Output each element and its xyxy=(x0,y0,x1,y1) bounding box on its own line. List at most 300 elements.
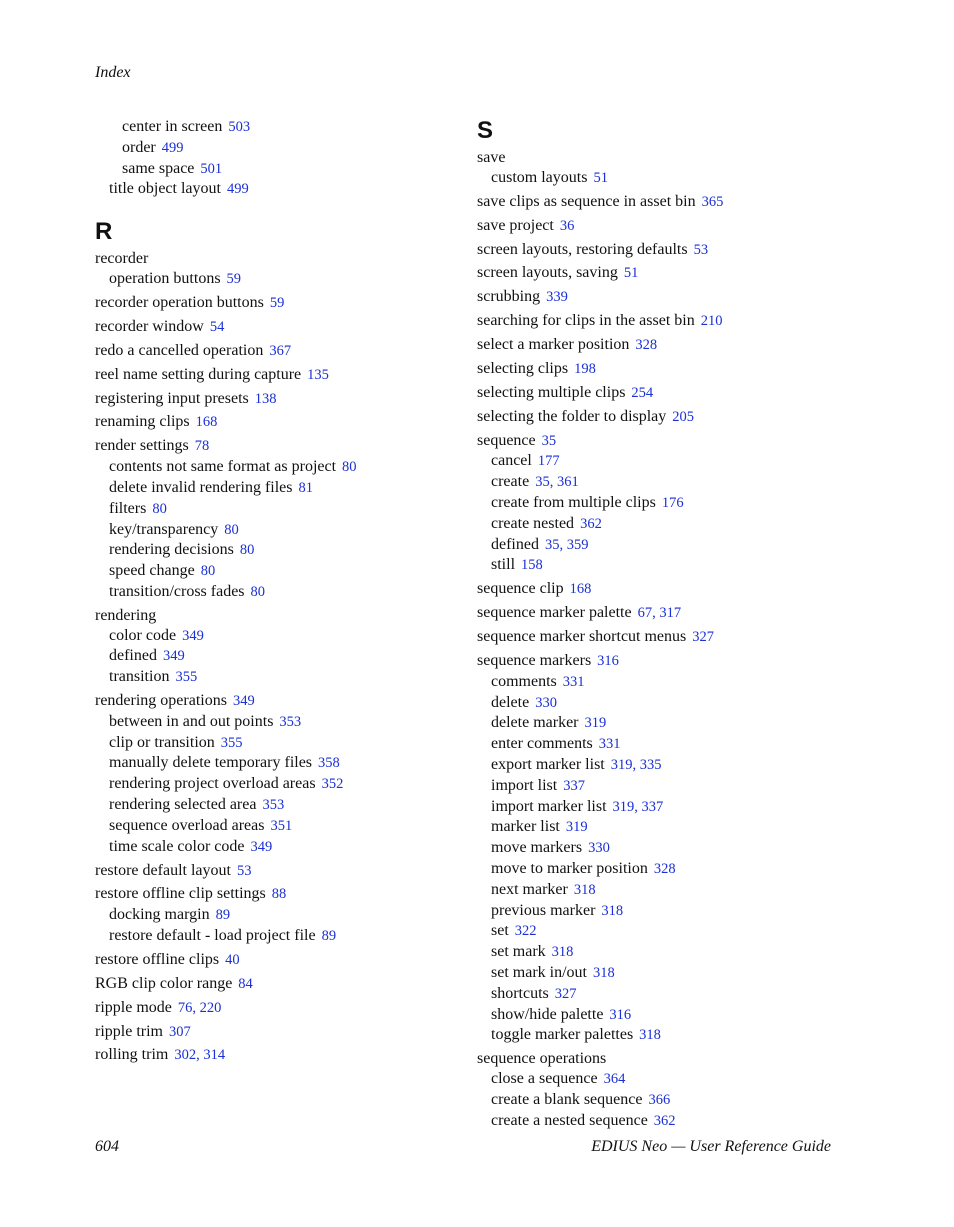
page-references xyxy=(322,928,337,944)
page-link[interactable]: 78 xyxy=(194,438,210,455)
index-term: sequence marker palette xyxy=(477,604,632,622)
index-term: next marker xyxy=(491,880,568,898)
index-term: shortcuts xyxy=(491,984,549,1002)
page-link[interactable]: 80 xyxy=(224,521,239,538)
page-link[interactable]: 349 xyxy=(162,648,185,665)
section-letter-s: S xyxy=(477,117,494,144)
page-link[interactable]: 319 xyxy=(612,798,635,815)
index-entry xyxy=(95,412,475,433)
page-link[interactable]: 314 xyxy=(203,1047,226,1064)
index-term: sequence markers xyxy=(477,652,592,670)
page-references xyxy=(563,674,585,690)
page-link[interactable]: 352 xyxy=(321,776,344,793)
page-references xyxy=(237,863,252,879)
index-entry xyxy=(95,499,475,520)
index-term: toggle marker palettes xyxy=(491,1026,634,1044)
page-references xyxy=(279,714,301,730)
page-link[interactable]: 54 xyxy=(209,318,225,335)
page-link[interactable]: 499 xyxy=(226,181,249,198)
page-link[interactable]: 307 xyxy=(168,1023,191,1040)
index-term: create a blank sequence xyxy=(491,1090,643,1108)
index-term: set mark in/out xyxy=(491,963,587,981)
page-link[interactable]: 319 xyxy=(565,819,588,836)
page-link[interactable]: 76 xyxy=(177,999,193,1016)
page-link[interactable]: 51 xyxy=(623,265,639,282)
page-references xyxy=(225,952,240,968)
index-term: move to marker position xyxy=(491,860,648,877)
index-entry xyxy=(95,926,475,947)
page-references xyxy=(162,140,184,156)
page-references xyxy=(182,628,204,644)
index-term: key/transparency xyxy=(109,520,219,538)
page-link[interactable]: 205 xyxy=(672,408,695,425)
page-references xyxy=(307,367,329,383)
page-link[interactable]: 177 xyxy=(537,453,560,470)
page-link[interactable]: 80 xyxy=(152,500,167,517)
index-term: rendering selected area xyxy=(109,796,257,814)
index-term: comments xyxy=(491,672,557,690)
page-references xyxy=(269,343,291,359)
index-term: recorder xyxy=(95,250,149,268)
page-references xyxy=(238,976,253,992)
page-references xyxy=(635,337,657,353)
index-entry xyxy=(95,389,475,410)
page-references xyxy=(588,840,610,856)
page-references xyxy=(599,736,621,752)
index-entry xyxy=(95,117,475,138)
page-link[interactable]: 353 xyxy=(262,797,285,814)
page-references xyxy=(224,522,239,538)
page-link[interactable]: 158 xyxy=(521,557,543,574)
index-term: recorder operation buttons xyxy=(95,293,264,311)
page-link[interactable]: 84 xyxy=(238,975,253,992)
page-link[interactable]: 327 xyxy=(692,629,715,646)
page-references: 302, 314 xyxy=(174,1047,226,1064)
page-link[interactable]: 349 xyxy=(182,627,204,644)
page-link[interactable]: 355 xyxy=(175,669,198,686)
index-term: between in and out points xyxy=(109,712,274,730)
index-term: title object layout xyxy=(109,180,221,198)
guide-title: EDIUS Neo — User Reference Guide xyxy=(591,1138,831,1155)
page-link[interactable]: 358 xyxy=(318,755,340,772)
index-term: set xyxy=(491,922,509,940)
index-entry xyxy=(477,431,857,452)
index-term: export marker list xyxy=(491,756,605,774)
page-references xyxy=(555,986,577,1002)
page-link[interactable]: 40 xyxy=(225,951,240,968)
page-references xyxy=(255,391,277,407)
index-entry xyxy=(477,942,857,963)
index-term: sequence marker shortcut menus xyxy=(477,628,687,646)
index-term: restore offline clip settings xyxy=(95,885,266,903)
page-link[interactable]: 362 xyxy=(580,515,602,532)
index-entry xyxy=(95,606,475,626)
page-link[interactable]: 349 xyxy=(250,838,273,855)
index-entry xyxy=(477,335,857,356)
page-link[interactable]: 138 xyxy=(254,390,277,407)
page-link[interactable]: 254 xyxy=(631,384,654,401)
page-references xyxy=(542,433,557,449)
index-term: redo a cancelled operation xyxy=(95,341,264,359)
page-link[interactable]: 366 xyxy=(648,1091,671,1108)
index-entry xyxy=(95,861,475,882)
page-references xyxy=(639,1027,661,1043)
index-term: rendering xyxy=(95,606,157,624)
page-references: 319, 335 xyxy=(610,757,662,774)
index-entry xyxy=(95,293,475,314)
page-references xyxy=(694,242,709,258)
index-entry xyxy=(477,984,857,1005)
index-entry xyxy=(95,998,475,1019)
page-link[interactable]: 364 xyxy=(603,1071,626,1088)
index-term: reel name setting during capture xyxy=(95,365,302,383)
index-term: select a marker position xyxy=(477,336,630,354)
page-references xyxy=(692,629,714,645)
index-entry xyxy=(477,1069,857,1090)
page-references xyxy=(227,181,249,197)
page-references xyxy=(270,295,285,311)
index-entry xyxy=(95,1022,475,1043)
index-term: center in screen xyxy=(122,118,223,135)
page-link[interactable]: 328 xyxy=(635,337,658,354)
index-term: enter comments xyxy=(491,735,593,753)
page-references xyxy=(701,313,723,329)
index-term: move markers xyxy=(491,839,583,857)
page-references xyxy=(601,903,623,919)
index-term: rolling trim xyxy=(95,1046,169,1064)
index-entry xyxy=(477,1005,857,1026)
index-term: rendering decisions xyxy=(109,541,234,559)
index-entry xyxy=(477,1111,857,1132)
page-link[interactable]: 317 xyxy=(659,605,682,622)
index-entry xyxy=(477,359,857,380)
page-link[interactable]: 359 xyxy=(566,536,589,553)
index-entry xyxy=(95,816,475,837)
index-entry xyxy=(477,880,857,901)
index-entry xyxy=(95,950,475,971)
page-references xyxy=(251,584,266,600)
page-link[interactable]: 351 xyxy=(270,817,293,834)
index-entry xyxy=(477,1025,857,1046)
page-references xyxy=(624,265,639,281)
page-link[interactable]: 89 xyxy=(215,907,231,924)
index-term: defined xyxy=(109,647,157,665)
page-references xyxy=(221,735,243,751)
page-references xyxy=(566,819,588,835)
page-link[interactable]: 210 xyxy=(700,313,723,330)
index-term: save project xyxy=(477,216,554,234)
index-term: sequence operations xyxy=(477,1050,607,1068)
page-references xyxy=(152,501,167,517)
page-link[interactable]: 35 xyxy=(541,432,557,449)
index-term: cancel xyxy=(491,452,532,470)
page-references xyxy=(322,776,344,792)
index-entry xyxy=(477,693,857,714)
page-link[interactable]: 331 xyxy=(598,736,621,753)
page-link[interactable]: 319 xyxy=(610,757,633,774)
page-link[interactable]: 220 xyxy=(199,999,222,1016)
page-link[interactable]: 168 xyxy=(195,414,218,431)
index-entry xyxy=(95,884,475,905)
index-term: set mark xyxy=(491,943,546,961)
page-link[interactable]: 330 xyxy=(535,694,557,711)
index-entry xyxy=(477,797,857,818)
index-term: show/hide palette xyxy=(491,1005,604,1023)
page-references xyxy=(169,1024,191,1040)
index-entry xyxy=(477,817,857,838)
page-link[interactable]: 80 xyxy=(250,583,266,600)
index-entry xyxy=(477,734,857,755)
index-term: ripple trim xyxy=(95,1022,163,1040)
page-link[interactable]: 327 xyxy=(554,985,577,1002)
page-link[interactable]: 81 xyxy=(298,479,313,496)
index-term: marker list xyxy=(491,818,560,836)
page-references xyxy=(216,907,231,923)
page-link[interactable]: 35 xyxy=(544,536,560,553)
index-term: import list xyxy=(491,776,558,794)
index-term: save clips as sequence in asset bin xyxy=(477,192,696,210)
page-link[interactable]: 59 xyxy=(226,271,242,288)
index-term: ripple mode xyxy=(95,998,172,1016)
page-link[interactable]: 59 xyxy=(269,294,285,311)
page-references xyxy=(262,797,284,813)
index-entry xyxy=(95,905,475,926)
section-entries-r xyxy=(95,249,475,1066)
page-link[interactable]: 80 xyxy=(239,542,255,559)
index-entry xyxy=(95,795,475,816)
page-link[interactable]: 353 xyxy=(279,713,302,730)
index-term: filters xyxy=(109,499,147,517)
index-entry xyxy=(477,192,857,213)
index-entry xyxy=(95,478,475,499)
page-link[interactable]: 319 xyxy=(584,715,607,732)
index-term: time scale color code xyxy=(109,837,245,855)
page-references xyxy=(604,1071,626,1087)
index-entry xyxy=(477,713,857,734)
page-references xyxy=(552,944,574,960)
index-entry xyxy=(477,1049,857,1069)
page-references: 76, 220 xyxy=(177,999,222,1016)
index-entry xyxy=(477,287,857,308)
index-term: create a nested sequence xyxy=(491,1111,648,1129)
page-link[interactable]: 361 xyxy=(556,474,579,491)
page-link[interactable]: 80 xyxy=(200,563,216,580)
index-entry xyxy=(477,216,857,237)
index-entry xyxy=(95,582,475,603)
index-entry xyxy=(477,603,857,624)
page-link[interactable]: 331 xyxy=(562,673,585,690)
page-references xyxy=(210,319,225,335)
index-entry xyxy=(477,535,857,556)
index-entry xyxy=(95,520,475,541)
index-entry xyxy=(477,263,857,284)
page-link[interactable]: 337 xyxy=(641,798,664,815)
index-column-left xyxy=(95,117,475,1066)
page-link[interactable]: 36 xyxy=(559,217,575,234)
index-term: delete invalid rendering files xyxy=(109,478,293,496)
page-link[interactable]: 88 xyxy=(271,886,287,903)
index-entry xyxy=(95,436,475,457)
index-entry xyxy=(95,753,475,774)
page-link[interactable]: 367 xyxy=(269,342,292,359)
index-entry xyxy=(477,240,857,261)
page-link[interactable]: 318 xyxy=(639,1027,661,1044)
page-references xyxy=(298,480,313,496)
index-entry xyxy=(95,540,475,561)
index-entry xyxy=(477,627,857,648)
page-link[interactable]: 499 xyxy=(161,139,184,156)
page-references xyxy=(535,695,557,711)
page-link[interactable]: 67 xyxy=(637,605,653,622)
index-entry xyxy=(95,626,475,647)
page-references xyxy=(702,194,724,210)
index-term: restore default layout xyxy=(95,861,231,879)
index-entry xyxy=(95,341,475,362)
index-entry xyxy=(477,168,857,189)
index-term: sequence clip xyxy=(477,580,564,598)
page-link[interactable]: 365 xyxy=(701,193,724,210)
page-link[interactable]: 89 xyxy=(321,928,337,945)
page-references xyxy=(233,693,255,709)
index-term: rendering project overload areas xyxy=(109,775,316,793)
page-references: 319, 337 xyxy=(612,798,664,815)
index-column-right xyxy=(477,117,857,1131)
page-link[interactable]: 316 xyxy=(609,1006,632,1023)
page-link[interactable]: 80 xyxy=(342,459,357,476)
page-references xyxy=(163,648,185,664)
page-references xyxy=(662,495,684,511)
page-link[interactable]: 51 xyxy=(593,169,608,186)
index-term: import marker list xyxy=(491,797,607,815)
page-number: 604 xyxy=(95,1138,119,1155)
page-references: 35, 359 xyxy=(544,536,589,553)
index-term: create xyxy=(491,473,530,491)
continued-entries xyxy=(95,117,475,200)
page-references xyxy=(631,385,653,401)
index-entry xyxy=(477,838,857,859)
index-term: contents not same format as project xyxy=(109,458,337,476)
index-entry xyxy=(477,555,857,576)
page-link[interactable]: 318 xyxy=(601,902,624,919)
page-link[interactable]: 362 xyxy=(653,1112,676,1129)
page-link[interactable]: 337 xyxy=(563,777,585,794)
page-link[interactable]: 53 xyxy=(693,241,709,258)
index-entry xyxy=(477,579,857,600)
page-link[interactable]: 330 xyxy=(588,840,610,857)
page-link[interactable]: 35 xyxy=(535,474,550,491)
index-entry xyxy=(95,667,475,688)
page-references xyxy=(521,557,543,573)
index-term: renaming clips xyxy=(95,413,190,431)
index-entry xyxy=(95,733,475,754)
index-entry xyxy=(95,691,475,712)
index-entry xyxy=(95,138,475,159)
page-link[interactable]: 53 xyxy=(236,862,252,879)
index-term: restore offline clips xyxy=(95,950,220,968)
index-term: selecting clips xyxy=(477,360,569,378)
index-term: selecting the folder to display xyxy=(477,407,667,425)
index-entry xyxy=(477,921,857,942)
index-entry xyxy=(95,457,475,478)
index-term: order xyxy=(122,138,156,156)
page-references xyxy=(318,755,340,771)
index-entry xyxy=(477,776,857,797)
page-references xyxy=(538,453,560,469)
page-references xyxy=(580,516,602,532)
page-references xyxy=(563,778,585,794)
page-link[interactable]: 168 xyxy=(569,581,592,598)
page-link[interactable]: 328 xyxy=(653,861,676,877)
index-term: close a sequence xyxy=(491,1070,598,1088)
index-entry xyxy=(95,974,475,995)
page-references xyxy=(546,289,568,305)
page-link[interactable]: 176 xyxy=(661,495,684,512)
page-references xyxy=(196,414,218,430)
page-link[interactable]: 198 xyxy=(574,361,596,378)
page-link[interactable]: 349 xyxy=(232,693,255,710)
index-entry xyxy=(95,365,475,386)
page-link[interactable]: 501 xyxy=(200,160,223,177)
page-link[interactable]: 318 xyxy=(551,944,574,961)
page-link[interactable]: 302 xyxy=(174,1047,197,1064)
page-link[interactable]: 316 xyxy=(597,653,619,670)
page-link[interactable]: 318 xyxy=(573,881,596,898)
index-term: selecting multiple clips xyxy=(477,383,626,401)
index-term: still xyxy=(491,556,516,574)
page-references: 67, 317 xyxy=(637,605,682,622)
page-link[interactable]: 339 xyxy=(546,289,568,306)
index-term: same space xyxy=(122,159,195,177)
index-entry xyxy=(477,672,857,693)
index-entry xyxy=(477,859,857,880)
page-references xyxy=(593,170,608,186)
index-term: color code xyxy=(109,626,177,644)
page-references xyxy=(593,965,615,981)
index-entry xyxy=(477,755,857,776)
index-term: transition/cross fades xyxy=(109,582,245,600)
page-references xyxy=(654,1113,676,1129)
index-term: custom layouts xyxy=(491,168,588,186)
index-term: manually delete temporary files xyxy=(109,754,313,772)
index-term: scrubbing xyxy=(477,288,541,306)
index-term: rendering operations xyxy=(95,692,227,710)
index-term: defined xyxy=(491,535,539,553)
index-term: speed change xyxy=(109,562,195,580)
index-entry xyxy=(477,383,857,404)
index-entry xyxy=(477,493,857,514)
index-entry xyxy=(95,774,475,795)
page-link[interactable]: 135 xyxy=(307,366,329,383)
index-entry xyxy=(477,963,857,984)
page-link[interactable]: 355 xyxy=(220,734,243,751)
page-references xyxy=(195,438,210,454)
index-term: RGB clip color range xyxy=(95,974,233,992)
page-link[interactable]: 335 xyxy=(639,757,662,774)
page-references xyxy=(672,409,694,425)
index-term: clip or transition xyxy=(109,733,215,751)
section-entries-s xyxy=(477,148,857,1131)
index-term: operation buttons xyxy=(109,270,221,288)
page-link[interactable]: 318 xyxy=(592,964,615,981)
index-entry xyxy=(95,249,475,269)
page-references xyxy=(515,923,537,939)
index-term: screen layouts, restoring defaults xyxy=(477,240,688,258)
index-term: registering input presets xyxy=(95,389,249,407)
page-references xyxy=(654,861,676,877)
page-link[interactable]: 503 xyxy=(228,119,251,135)
index-term: sequence overload areas xyxy=(109,816,265,834)
page-link[interactable]: 322 xyxy=(514,923,537,940)
